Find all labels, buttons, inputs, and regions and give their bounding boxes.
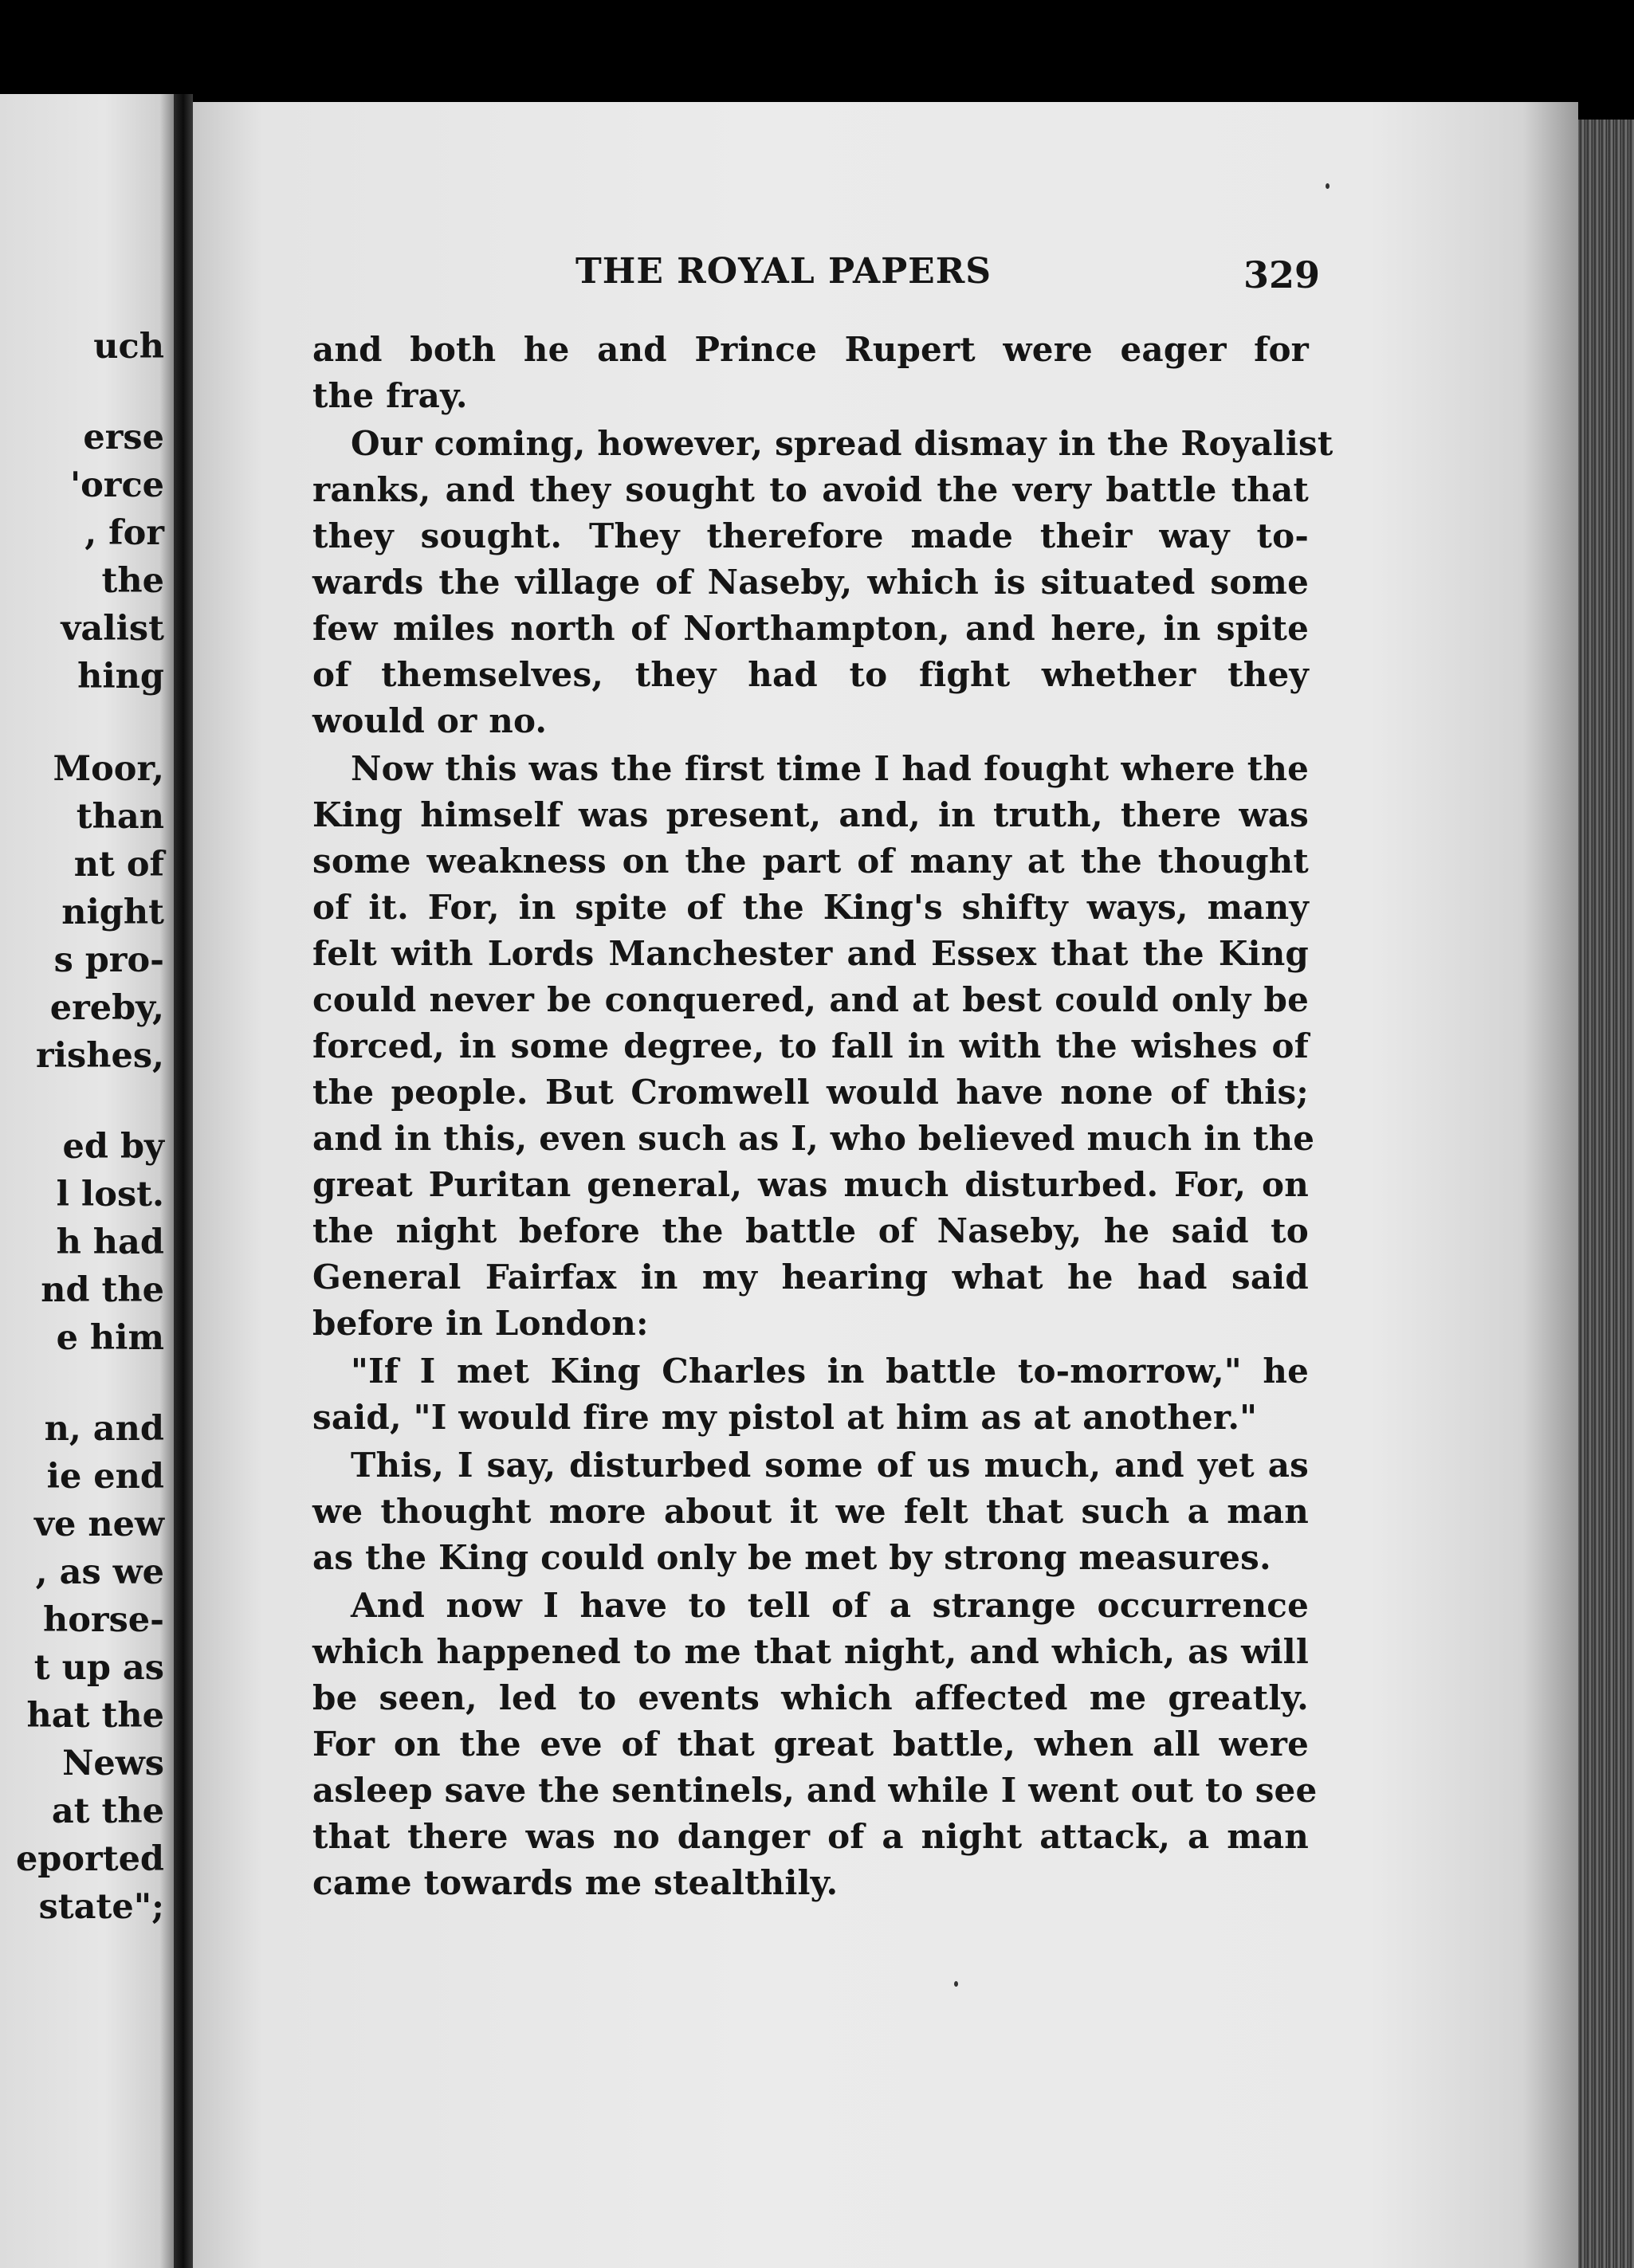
left-fragment: nd the bbox=[41, 1270, 164, 1310]
text-line: And now I have to tell of a strange occurrence bbox=[351, 1586, 1309, 1625]
text-line: King himself was present, and, in truth, there was bbox=[312, 795, 1309, 834]
left-fragment: eported bbox=[15, 1839, 164, 1879]
left-fragment: , as we bbox=[35, 1552, 164, 1592]
text-line: came towards me stealthily. bbox=[312, 1863, 839, 1902]
book-gutter bbox=[174, 94, 193, 2268]
left-fragment: hing bbox=[77, 657, 164, 696]
text-line: ranks, and they sought to avoid the very battle that bbox=[312, 470, 1309, 509]
text-line: as the King could only be met by strong measures. bbox=[312, 1538, 1271, 1577]
page-number: 329 bbox=[1243, 253, 1321, 296]
left-fragment: horse- bbox=[42, 1600, 164, 1640]
left-fragment: s pro- bbox=[53, 940, 164, 980]
text-line: could never be conquered, and at best could only be bbox=[312, 980, 1309, 1019]
left-fragment: ereby, bbox=[49, 988, 164, 1028]
text-line: the night before the battle of Naseby, he said to bbox=[312, 1211, 1309, 1250]
text-line: and in this, even such as I, who believed much in the bbox=[312, 1119, 1315, 1158]
text-line: some weakness on the part of many at the thought bbox=[312, 842, 1309, 881]
text-line: Now this was the first time I had fought where the bbox=[351, 749, 1309, 788]
left-fragment: l lost. bbox=[56, 1175, 164, 1214]
text-line: Our coming, however, spread dismay in the Royalist bbox=[351, 424, 1334, 463]
left-fragment: state"; bbox=[38, 1887, 164, 1927]
text-line: For on the eve of that great battle, when all were bbox=[312, 1725, 1309, 1764]
left-fragment: hat the bbox=[26, 1696, 164, 1736]
text-line: said, "I would fire my pistol at him as at another." bbox=[312, 1398, 1258, 1437]
text-line: asleep save the sentinels, and while I went out to see bbox=[312, 1771, 1318, 1810]
text-line: would or no. bbox=[312, 701, 548, 740]
left-fragment: night bbox=[61, 893, 164, 932]
left-fragment: ed by bbox=[62, 1127, 164, 1167]
text-line: General Fairfax in my hearing what he had said bbox=[312, 1258, 1309, 1297]
left-fragment: n, and bbox=[44, 1409, 164, 1449]
text-line: forced, in some degree, to fall in with the wishes of bbox=[312, 1026, 1309, 1065]
text-line: great Puritan general, was much disturbed. For, on bbox=[312, 1165, 1309, 1204]
text-line: few miles north of Northampton, and here, in spite bbox=[312, 609, 1309, 648]
text-line: be seen, led to events which affected me greatly. bbox=[312, 1678, 1309, 1717]
text-line: we thought more about it we felt that such a man bbox=[312, 1492, 1309, 1531]
page-edge bbox=[1578, 120, 1634, 2268]
text-line: the fray. bbox=[312, 376, 468, 415]
text-line: which happened to me that night, and which, as will bbox=[312, 1632, 1309, 1671]
left-fragment: ve new bbox=[34, 1505, 164, 1544]
paper-speck bbox=[954, 1981, 958, 1987]
left-fragment: , for bbox=[84, 513, 164, 553]
text-line: felt with Lords Manchester and Essex that the King bbox=[312, 934, 1309, 973]
left-fragment: 'orce bbox=[69, 465, 164, 505]
left-fragment: the bbox=[101, 561, 164, 601]
left-fragment: Moor, bbox=[53, 749, 164, 789]
left-fragment: rishes, bbox=[36, 1036, 164, 1076]
text-line: of themselves, they had to fight whether they bbox=[312, 655, 1309, 694]
paper-speck bbox=[1326, 183, 1330, 189]
running-head: THE ROYAL PAPERS bbox=[575, 251, 992, 292]
left-fragment: than bbox=[76, 797, 164, 837]
text-line: "If I met King Charles in battle to-morrow," he bbox=[351, 1352, 1309, 1391]
text-line: and both he and Prince Rupert were eager for bbox=[312, 330, 1309, 369]
left-fragment: valist bbox=[61, 609, 164, 649]
left-fragment: uch bbox=[93, 327, 164, 367]
left-fragment: at the bbox=[51, 1791, 164, 1831]
text-line: that there was no danger of a night attack, a man bbox=[312, 1817, 1309, 1856]
text-line: the people. But Cromwell would have none of this; bbox=[312, 1073, 1309, 1112]
left-fragment: t up as bbox=[33, 1648, 164, 1688]
text-line: wards the village of Naseby, which is situated some bbox=[312, 563, 1309, 602]
text-line: they sought. They therefore made their way to- bbox=[312, 516, 1309, 555]
left-fragment: h had bbox=[56, 1222, 164, 1262]
left-fragment: e him bbox=[56, 1318, 164, 1358]
left-fragment: nt of bbox=[73, 845, 164, 885]
left-fragment: ie end bbox=[46, 1457, 164, 1497]
text-line: This, I say, disturbed some of us much, and yet as bbox=[351, 1446, 1309, 1485]
left-fragment: erse bbox=[83, 418, 164, 457]
left-facing-page bbox=[0, 94, 174, 2268]
text-line: before in London: bbox=[312, 1304, 649, 1343]
left-fragment: News bbox=[62, 1744, 164, 1783]
text-line: of it. For, in spite of the King's shifty ways, many bbox=[312, 888, 1309, 927]
